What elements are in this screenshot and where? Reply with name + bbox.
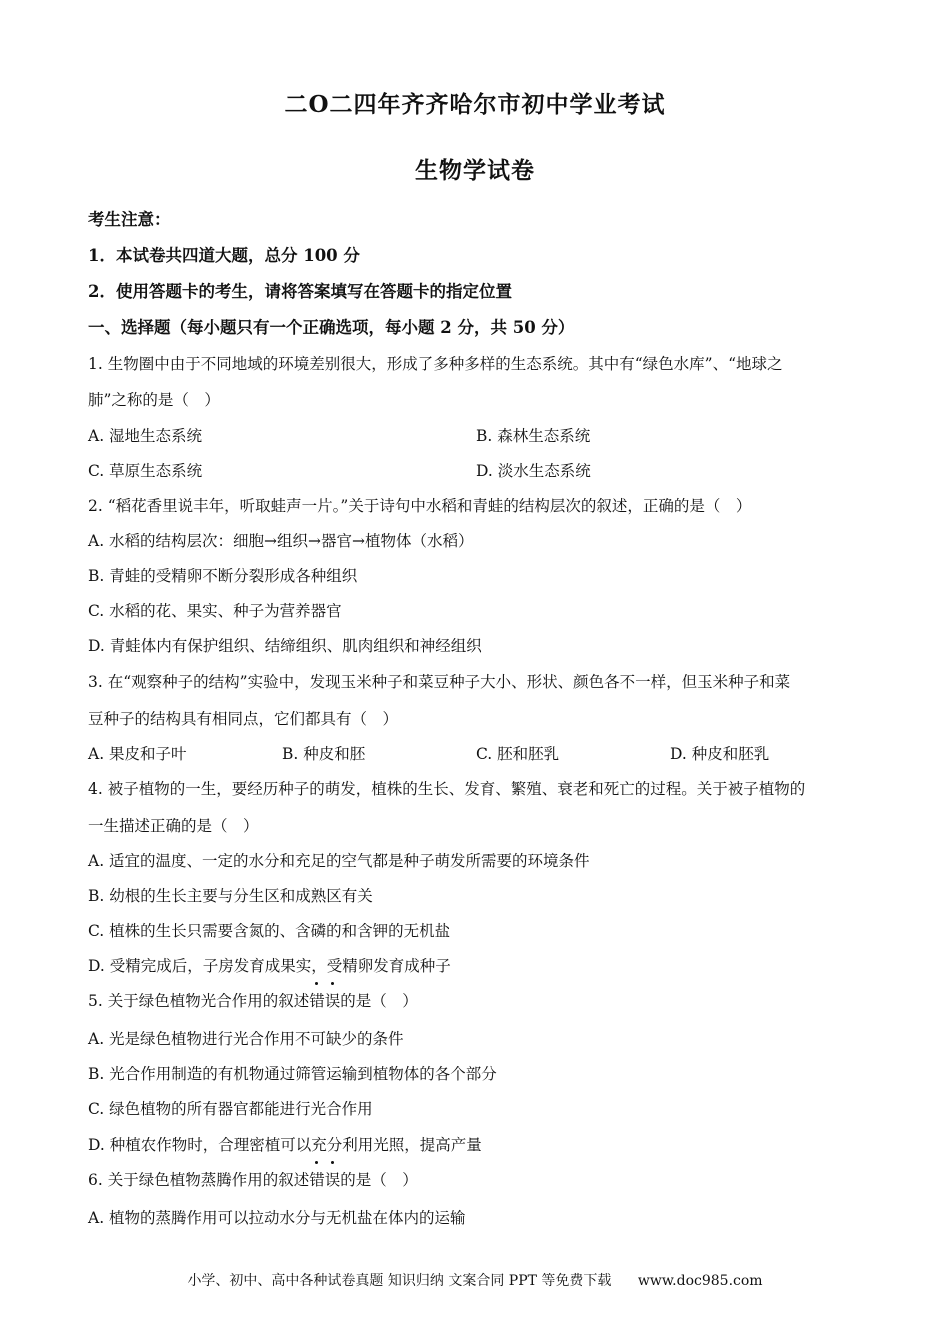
emphasis-text: 错 (309, 992, 325, 1010)
option: B. 光合作用制造的有机物通过筛管运输到植物体的各个部分 (88, 1065, 497, 1083)
stem-text: 5. 关于绿色植物光合作用的叙述 (88, 992, 310, 1010)
option: C. 草原生态系统 (88, 462, 203, 480)
option: A. 植物的蒸腾作用可以拉动水分与无机盐在体内的运输 (88, 1209, 466, 1227)
question-stem: 1. 生物圈中由于不同地域的环境差别很大，形成了多种多样的生态系统。其中有“绿色水库”、“地球之 (88, 355, 783, 373)
option: C. 绿色植物的所有器官都能进行光合作用 (88, 1100, 373, 1118)
option: B. 森林生态系统 (476, 427, 591, 445)
question-stem: 肺”之称的是（ ） (88, 391, 220, 409)
emphasis-text: 错 (309, 1171, 325, 1189)
emphasis-dot (331, 1161, 334, 1164)
question-stem: 2. “稻花香里说丰年，听取蛙声一片。”关于诗句中水稻和青蛙的结构层次的叙述，正确的是（ ） (88, 497, 752, 515)
option: D. 种皮和胚乳 (670, 745, 770, 763)
option: A. 湿地生态系统 (88, 427, 203, 445)
footer-link[interactable]: www.doc985.com (637, 1273, 763, 1289)
question-stem (88, 1168, 418, 1190)
option: D. 青蛙体内有保护组织、结缔组织、肌肉组织和神经组织 (88, 637, 482, 655)
question-stem: 一生描述正确的是（ ） (88, 817, 259, 835)
exam-title: 二O二四年齐齐哈尔市初中学业考试 (284, 91, 666, 118)
emphasis-text: 误 (324, 1171, 341, 1189)
stem-text: 6. 关于绿色植物蒸腾作用的叙述 (88, 1171, 310, 1189)
emphasis-char (325, 989, 341, 1011)
emphasis-dot (331, 982, 334, 985)
option: C. 胚和胚乳 (476, 745, 560, 763)
footer-text: 小学、初中、高中各种试卷真题 知识归纳 文案合同 PPT 等免费下载 (187, 1273, 612, 1289)
section-heading: 一、选择题（每小题只有一个正确选项，每小题 2 分，共 50 分） (88, 318, 575, 337)
option: C. 水稻的花、果实、种子为营养器官 (88, 602, 342, 620)
notice-item: 1．本试卷共四道大题，总分 100 分 (88, 246, 360, 265)
question-stem: 3. 在“观察种子的结构”实验中，发现玉米种子和菜豆种子大小、形状、颜色各不一样，但玉米种子和菜 (88, 673, 791, 691)
question-stem: 4. 被子植物的一生，要经历种子的萌发，植株的生长、发育、繁殖、衰老和死亡的过程。关于被子植物的 (88, 780, 806, 798)
stem-text: 的是（ ） (340, 1171, 418, 1189)
emphasis-dot (315, 1161, 318, 1164)
question-stem: 豆种子的结构具有相同点，它们都具有（ ） (88, 710, 399, 728)
option: D. 受精完成后，子房发育成果实，受精卵发育成种子 (88, 957, 451, 975)
option: A. 果皮和子叶 (88, 745, 187, 763)
option: B. 青蛙的受精卵不断分裂形成各种组织 (88, 567, 358, 585)
emphasis-char (309, 989, 325, 1011)
notice-heading: 考生注意： (88, 210, 171, 229)
notice-item: 2．使用答题卡的考生，请将答案填写在答题卡的指定位置 (88, 282, 512, 301)
emphasis-char (325, 1168, 341, 1190)
page-footer (0, 1270, 950, 1290)
option: B. 种皮和胚 (282, 745, 366, 763)
emphasis-char (309, 1168, 325, 1190)
option: A. 适宜的温度、一定的水分和充足的空气都是种子萌发所需要的环境条件 (88, 852, 590, 870)
emphasis-dot (315, 982, 318, 985)
exam-subtitle: 生物学试卷 (415, 157, 535, 184)
option: A. 光是绿色植物进行光合作用不可缺少的条件 (88, 1030, 404, 1048)
option: B. 幼根的生长主要与分生区和成熟区有关 (88, 887, 373, 905)
option: C. 植株的生长只需要含氮的、含磷的和含钾的无机盐 (88, 922, 451, 940)
stem-text: 的是（ ） (340, 992, 418, 1010)
option: A. 水稻的结构层次：细胞→组织→器官→植物体（水稻） (88, 532, 474, 550)
question-stem (88, 989, 418, 1011)
option: D. 种植农作物时，合理密植可以充分利用光照，提高产量 (88, 1136, 482, 1154)
option: D. 淡水生态系统 (476, 462, 591, 480)
emphasis-text: 误 (324, 992, 341, 1010)
